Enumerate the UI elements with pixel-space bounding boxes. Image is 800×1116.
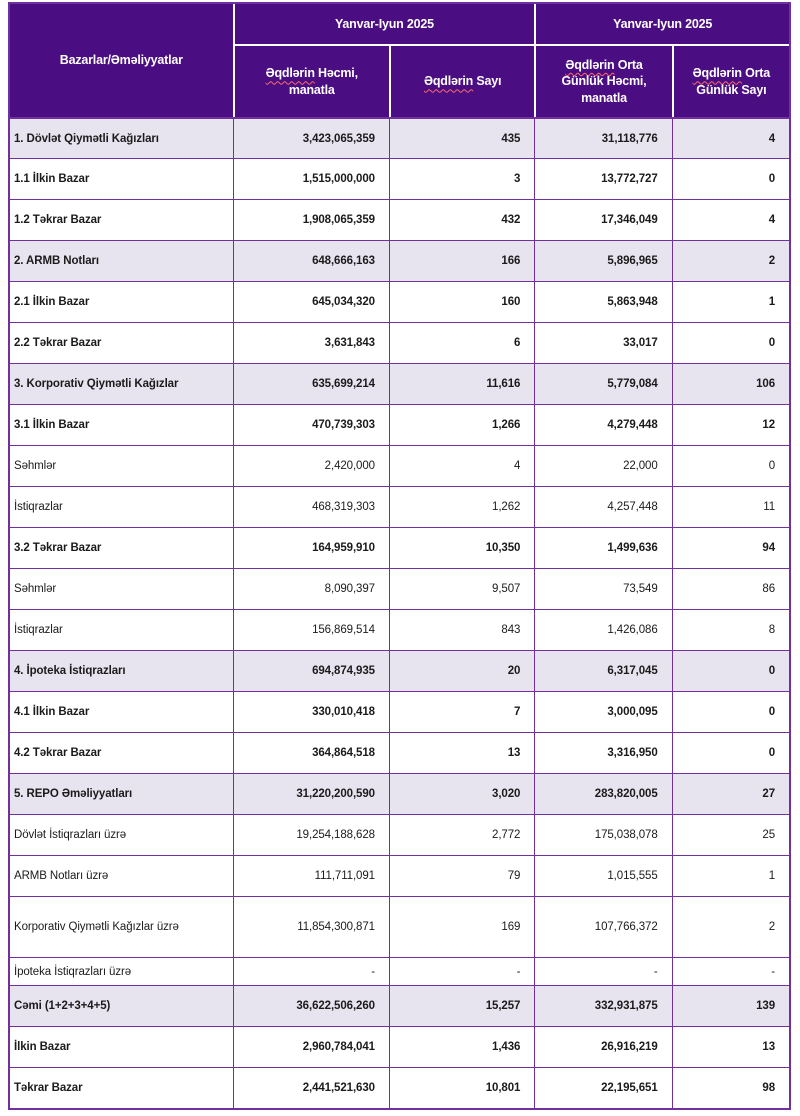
table-row bbox=[10, 609, 789, 650]
value-cell: 4,279,448 bbox=[534, 404, 671, 445]
value-cell: 1,262 bbox=[389, 486, 534, 527]
value-cell: 10,801 bbox=[389, 1067, 534, 1108]
row-label: Korporativ Qiymətli Kağızlar üzrə bbox=[10, 896, 233, 957]
row-label: Təkrar Bazar bbox=[10, 1067, 233, 1108]
table-row bbox=[10, 445, 789, 486]
table-row bbox=[10, 240, 789, 281]
value-cell: 3,000,095 bbox=[534, 691, 671, 732]
value-cell: 111,711,091 bbox=[233, 855, 389, 896]
value-cell: 283,820,005 bbox=[534, 773, 671, 814]
value-cell: 31,118,776 bbox=[534, 117, 671, 158]
row-label: 2. ARMB Notları bbox=[10, 240, 233, 281]
value-cell: 10,350 bbox=[389, 527, 534, 568]
header-group-row bbox=[10, 4, 789, 44]
value-cell: 3,631,843 bbox=[233, 322, 389, 363]
value-cell: 1,908,065,359 bbox=[233, 199, 389, 240]
value-cell: 86 bbox=[672, 568, 789, 609]
value-cell: 2 bbox=[672, 240, 789, 281]
value-cell: 3,423,065,359 bbox=[233, 117, 389, 158]
value-cell: 6,317,045 bbox=[534, 650, 671, 691]
value-cell: 7 bbox=[389, 691, 534, 732]
spellcheck-flagged-word: Əqdlərin bbox=[423, 74, 474, 89]
row-label: 4. İpoteka İstiqrazları bbox=[10, 650, 233, 691]
value-cell: 4,257,448 bbox=[534, 486, 671, 527]
col-group-period-1: Yanvar-Iyun 2025 bbox=[233, 4, 535, 44]
value-cell: 6 bbox=[389, 322, 534, 363]
table-row bbox=[10, 957, 789, 985]
value-cell: 1,426,086 bbox=[534, 609, 671, 650]
sub-header-2: Əqdlərin Sayı bbox=[389, 44, 534, 117]
value-cell: 11,854,300,871 bbox=[233, 896, 389, 957]
table-row bbox=[10, 732, 789, 773]
table-row bbox=[10, 691, 789, 732]
row-label: ARMB Notları üzrə bbox=[10, 855, 233, 896]
value-cell: 26,916,219 bbox=[534, 1026, 671, 1067]
value-cell: 5,779,084 bbox=[534, 363, 671, 404]
table-row bbox=[10, 527, 789, 568]
value-cell: 0 bbox=[672, 322, 789, 363]
value-cell: 3,316,950 bbox=[534, 732, 671, 773]
value-cell: 1,436 bbox=[389, 1026, 534, 1067]
value-cell: 1,499,636 bbox=[534, 527, 671, 568]
value-cell: 5,896,965 bbox=[534, 240, 671, 281]
value-cell: 1,515,000,000 bbox=[233, 158, 389, 199]
value-cell: 22,195,651 bbox=[534, 1067, 671, 1108]
value-cell: 13 bbox=[672, 1026, 789, 1067]
value-cell: 332,931,875 bbox=[534, 985, 671, 1026]
value-cell: 470,739,303 bbox=[233, 404, 389, 445]
row-label: 2.1 İlkin Bazar bbox=[10, 281, 233, 322]
value-cell: 1,266 bbox=[389, 404, 534, 445]
table-row bbox=[10, 486, 789, 527]
value-cell: 0 bbox=[672, 158, 789, 199]
row-label: Cəmi (1+2+3+4+5) bbox=[10, 985, 233, 1026]
value-cell: 11,616 bbox=[389, 363, 534, 404]
table-row bbox=[10, 1026, 789, 1067]
value-cell: 4 bbox=[672, 199, 789, 240]
value-cell: 330,010,418 bbox=[233, 691, 389, 732]
row-label: 1.1 İlkin Bazar bbox=[10, 158, 233, 199]
value-cell: 79 bbox=[389, 855, 534, 896]
row-label: İlkin Bazar bbox=[10, 1026, 233, 1067]
sub-header-1: Əqdlərin Həcmi, manatla bbox=[233, 44, 389, 117]
value-cell: 156,869,514 bbox=[233, 609, 389, 650]
value-cell: 15,257 bbox=[389, 985, 534, 1026]
table-row bbox=[10, 773, 789, 814]
sub-header-4: Əqdlərin Orta Günlük Sayı bbox=[672, 44, 789, 117]
row-label: 3. Korporativ Qiymətli Kağızlar bbox=[10, 363, 233, 404]
value-cell: 107,766,372 bbox=[534, 896, 671, 957]
value-cell: 694,874,935 bbox=[233, 650, 389, 691]
table-row bbox=[10, 322, 789, 363]
value-cell: 2 bbox=[672, 896, 789, 957]
table-row bbox=[10, 568, 789, 609]
value-cell: - bbox=[672, 957, 789, 985]
value-cell: 2,772 bbox=[389, 814, 534, 855]
value-cell: 3 bbox=[389, 158, 534, 199]
corner-header: Bazarlar/Əməliyyatlar bbox=[10, 4, 233, 117]
value-cell: 98 bbox=[672, 1067, 789, 1108]
table-row bbox=[10, 117, 789, 158]
value-cell: 33,017 bbox=[534, 322, 671, 363]
value-cell: 20 bbox=[389, 650, 534, 691]
value-cell: - bbox=[389, 957, 534, 985]
value-cell: 645,034,320 bbox=[233, 281, 389, 322]
row-label: 3.2 Təkrar Bazar bbox=[10, 527, 233, 568]
value-cell: - bbox=[233, 957, 389, 985]
value-cell: 364,864,518 bbox=[233, 732, 389, 773]
row-label: İstiqrazlar bbox=[10, 486, 233, 527]
value-cell: 435 bbox=[389, 117, 534, 158]
row-label: İpoteka İstiqrazları üzrə bbox=[10, 957, 233, 985]
value-cell: 4 bbox=[672, 117, 789, 158]
col-group-period-2: Yanvar-Iyun 2025 bbox=[534, 4, 789, 44]
value-cell: 106 bbox=[672, 363, 789, 404]
row-label: 1. Dövlət Qiymətli Kağızları bbox=[10, 117, 233, 158]
table-body bbox=[10, 117, 789, 1108]
row-label: Səhmlər bbox=[10, 568, 233, 609]
table-row bbox=[10, 814, 789, 855]
value-cell: 12 bbox=[672, 404, 789, 445]
value-cell: 3,020 bbox=[389, 773, 534, 814]
value-cell: 139 bbox=[672, 985, 789, 1026]
sub-header-3: Əqdlərin Orta Günlük Həcmi, manatla bbox=[534, 44, 671, 117]
row-label: İstiqrazlar bbox=[10, 609, 233, 650]
value-cell: 31,220,200,590 bbox=[233, 773, 389, 814]
table-header bbox=[10, 4, 789, 117]
table-row bbox=[10, 363, 789, 404]
value-cell: 1,015,555 bbox=[534, 855, 671, 896]
value-cell: 1 bbox=[672, 855, 789, 896]
value-cell: 432 bbox=[389, 199, 534, 240]
table-row bbox=[10, 896, 789, 957]
value-cell: 0 bbox=[672, 691, 789, 732]
value-cell: 36,622,506,260 bbox=[233, 985, 389, 1026]
value-cell: 13,772,727 bbox=[534, 158, 671, 199]
spellcheck-flagged-word: Əqdlərin bbox=[692, 66, 742, 81]
value-cell: 0 bbox=[672, 732, 789, 773]
row-label: 4.2 Təkrar Bazar bbox=[10, 732, 233, 773]
securities-market-table bbox=[8, 2, 791, 1110]
table-row bbox=[10, 199, 789, 240]
value-cell: 22,000 bbox=[534, 445, 671, 486]
value-cell: 160 bbox=[389, 281, 534, 322]
row-label: 4.1 İlkin Bazar bbox=[10, 691, 233, 732]
row-label: 5. REPO Əməliyyatları bbox=[10, 773, 233, 814]
value-cell: 8 bbox=[672, 609, 789, 650]
value-cell: 166 bbox=[389, 240, 534, 281]
table-row bbox=[10, 158, 789, 199]
spellcheck-flagged-word: Əqdlərin bbox=[565, 58, 615, 73]
row-label: Dövlət İstiqrazları üzrə bbox=[10, 814, 233, 855]
value-cell: 8,090,397 bbox=[233, 568, 389, 609]
value-cell: - bbox=[534, 957, 671, 985]
table-row bbox=[10, 281, 789, 322]
value-cell: 25 bbox=[672, 814, 789, 855]
value-cell: 2,960,784,041 bbox=[233, 1026, 389, 1067]
value-cell: 19,254,188,628 bbox=[233, 814, 389, 855]
value-cell: 635,699,214 bbox=[233, 363, 389, 404]
value-cell: 13 bbox=[389, 732, 534, 773]
value-cell: 94 bbox=[672, 527, 789, 568]
table-row bbox=[10, 650, 789, 691]
value-cell: 5,863,948 bbox=[534, 281, 671, 322]
value-cell: 17,346,049 bbox=[534, 199, 671, 240]
table-row bbox=[10, 404, 789, 445]
value-cell: 468,319,303 bbox=[233, 486, 389, 527]
row-label: 2.2 Təkrar Bazar bbox=[10, 322, 233, 363]
row-label: 3.1 İlkin Bazar bbox=[10, 404, 233, 445]
value-cell: 169 bbox=[389, 896, 534, 957]
spellcheck-flagged-word: Əqdlərin bbox=[265, 66, 315, 81]
value-cell: 1 bbox=[672, 281, 789, 322]
value-cell: 0 bbox=[672, 445, 789, 486]
table-row bbox=[10, 985, 789, 1026]
value-cell: 11 bbox=[672, 486, 789, 527]
value-cell: 9,507 bbox=[389, 568, 534, 609]
value-cell: 164,959,910 bbox=[233, 527, 389, 568]
value-cell: 27 bbox=[672, 773, 789, 814]
row-label: 1.2 Təkrar Bazar bbox=[10, 199, 233, 240]
table-row bbox=[10, 1067, 789, 1108]
row-label: Səhmlər bbox=[10, 445, 233, 486]
value-cell: 843 bbox=[389, 609, 534, 650]
value-cell: 73,549 bbox=[534, 568, 671, 609]
value-cell: 2,420,000 bbox=[233, 445, 389, 486]
value-cell: 0 bbox=[672, 650, 789, 691]
value-cell: 4 bbox=[389, 445, 534, 486]
value-cell: 175,038,078 bbox=[534, 814, 671, 855]
value-cell: 648,666,163 bbox=[233, 240, 389, 281]
table-row bbox=[10, 855, 789, 896]
value-cell: 2,441,521,630 bbox=[233, 1067, 389, 1108]
